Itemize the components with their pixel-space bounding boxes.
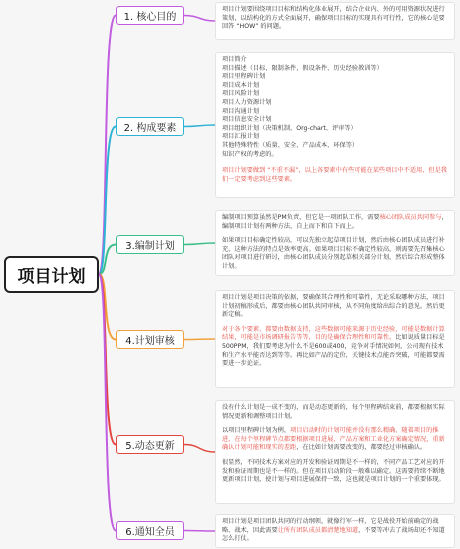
note-compile-plan (215, 210, 455, 276)
note-paragraph (222, 427, 448, 453)
element-item: 项目组织计划（决策机制、Org-chart、评审等） (222, 124, 357, 132)
note-core-purpose (215, 2, 455, 40)
element-item: 项目简介 (222, 56, 247, 63)
note-text: 没有什么计划是一成不变的，而是动态更新的，每个里程碑结束前，都要根据实际情况更新和调整项目计划。 (222, 404, 445, 420)
note-elements (215, 52, 455, 198)
element-item: 知识产权的考虑的。 (222, 150, 278, 158)
highlight-text: 让所有团队成员都清楚地知道 (277, 526, 359, 534)
connector-branch-note (184, 531, 215, 532)
note-notify-all (215, 514, 455, 548)
connector-root-branch (99, 274, 116, 445)
note-text: 以项目里程碑计划为例， (222, 427, 291, 435)
note-paragraph (222, 404, 448, 421)
note-paragraph (222, 214, 448, 231)
connector-branch-note (184, 445, 215, 453)
connector-branch-note (184, 243, 215, 245)
note-text: ，在比如计划需要改变的，都要经过审核确认。 (296, 444, 427, 452)
branch-label: 5.动态更新 (125, 441, 175, 452)
branch-plan-review[interactable] (116, 330, 184, 349)
note-plan-review (215, 290, 455, 388)
branch-label: 2. 构成要素 (123, 123, 177, 134)
branch-dynamic-update[interactable] (116, 435, 184, 454)
note-paragraph (222, 294, 448, 320)
note-text: ，编制项目计划有两种方法，自上而下和自下而上。 (222, 214, 448, 230)
note-paragraph (222, 459, 448, 485)
highlight-text: 对于各个要素，都要由数据支持，这些数据可能来源于历史经验，可能是数据计算结果，可能是市场调研报告等等，目的是确保合理性和可靠性。 (222, 325, 445, 342)
element-item: 项目信息安全计划 (222, 116, 272, 124)
note-text: 编制项目预算虽然是PM负责，但它是一项团队工作，需要 (222, 214, 380, 221)
element-item: 项目里程碑计划 (222, 73, 266, 81)
note-dynamic-update (215, 400, 455, 504)
element-item: 项目成本计划 (222, 81, 260, 89)
element-list (222, 56, 448, 159)
branch-core-purpose[interactable] (116, 6, 184, 25)
note-text: 如果项目目标确定性较高，可以先独立起草项目计划，然后由核心团队成员进行补充，这种方法的特点是效率更高。如果项目目标不确定性较高，则需要先召集核心团队对项目进行研讨，由核心团队成员分别起草相关部分计划，然后综合形成整体计划。 (222, 237, 445, 270)
note-text: 项目计划是项目团队共同的行动纲领，就像行军一样，它是战役开始前确定的战略、战术，因此需要 (222, 518, 439, 534)
element-item: 项目人力资源计划 (222, 98, 272, 106)
branch-label: 4.计划审核 (125, 336, 175, 347)
branch-label: 1. 核心目的 (123, 12, 177, 23)
note-text: 很显然，不同技术方案对应的开发和验证周期是不一样的，不同产品工艺对应的开发和验证周期也是不一样的。但在项目启动阶段一般难以确定。这需要持续不断地更新项目计划，使计划与项目进展保持一致，这也就是项目计划的一个重要体现。 (222, 458, 445, 484)
element-item: 项目风险计划 (222, 90, 260, 98)
element-item: 项目沟通计划 (222, 107, 260, 115)
note-text: ，不要等冲去了战场却还不知道怎么打仗。 (222, 526, 445, 543)
highlight-text: 项目计划要做到 “不重不漏”，以上各要素中有些可能在某些项目中不适用，但是我们一定要考虑到这些要素。 (222, 167, 447, 183)
branch-elements[interactable] (116, 117, 184, 136)
note-paragraph (222, 167, 448, 184)
highlight-text: 项目启动时的计划可能并没有那么精确，随着项目的推进，在每个里程碑节点都要根据项目进展、产品方案和工业化方案确定情况，重新确认计划可能和现实的差距 (222, 427, 445, 452)
connector-branch-note (184, 339, 215, 340)
connector-branch-note (184, 16, 215, 22)
note-text: 项目计划要围绕项目目标和结构化体业展开，结合企业内、外的可用资源状况进行策划，以结构化的方式全面展开，确保项目目标的实现具有可行性，它的核心是要回答 “HOW” 的问题。 (222, 6, 445, 31)
note-paragraph (222, 6, 448, 32)
element-item: 项目描述（目标、限制条件、假设条件、历史经验教训等） (222, 64, 383, 72)
branch-label: 3.编制计划 (125, 241, 175, 252)
highlight-text: 核心团队成员共同参与 (379, 214, 442, 221)
connector-branch-note (184, 125, 215, 127)
note-text: 项目计划是项目决策的依据，要确保其合理性和可靠性，无论采取哪种方法，项目计划初稿形成后，都要由核心团队共同审核，从不同角度给出综合的意见。然后更新定稿。 (222, 294, 445, 319)
branch-label: 6.通知全员 (125, 527, 175, 538)
note-paragraph (222, 237, 448, 271)
note-paragraph (222, 518, 448, 544)
branch-notify-all[interactable] (116, 521, 184, 540)
connector-root-branch (99, 16, 116, 275)
branch-compile-plan[interactable] (116, 235, 184, 254)
root-node (4, 256, 99, 293)
note-text: 比如说质量目标是500PPM，我们要考虑为什么不是600或400，竞争对手情况如何，公司现有技术和生产水平能否达到等等。再比如产品的定价，关键技术点能否突破，可能都要需要进一步论证。 (222, 334, 445, 368)
element-item: 项目汇报计划 (222, 133, 260, 141)
element-item: 其他特殊特性（质量、安全、产品成本、环保等） (222, 141, 359, 149)
root-label: 项目计划 (17, 267, 86, 287)
note-paragraph (222, 326, 448, 369)
